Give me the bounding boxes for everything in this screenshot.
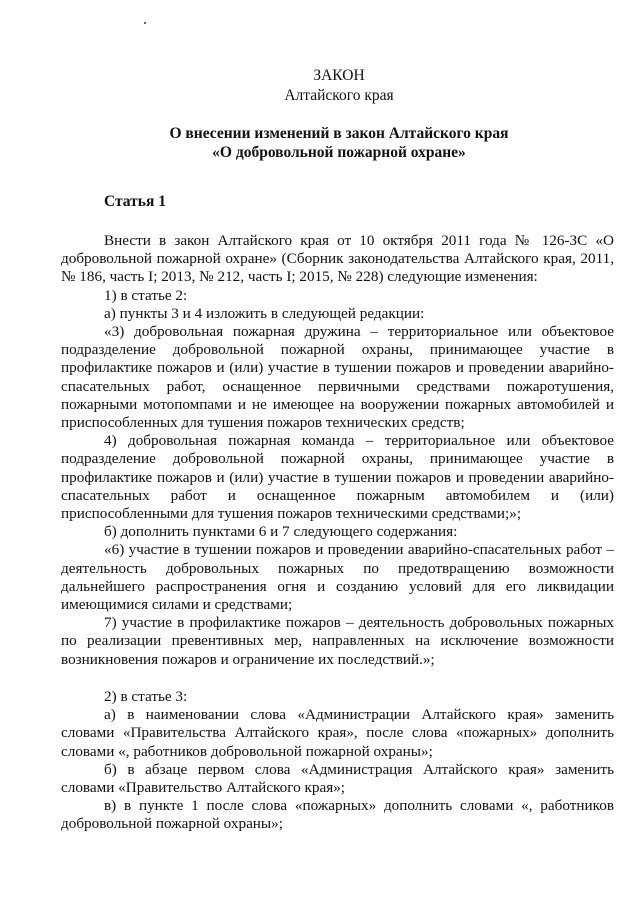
paragraph: «6) участие в тушении пожаров и проведении аварийно-спасательных работ – деятельность добровольных пожарных по предотвращению возможности дальнейшего распространения огня и созданию условий для его ликвидации имеющимися силами и средствами; [61, 541, 614, 614]
paragraph: а) пункты 3 и 4 изложить в следующей редакции: [104, 304, 425, 322]
paragraph: Внести в закон Алтайского края от 10 октября 2011 года № 126-ЗС «О добровольной пожарной охране» (Сборник законодательства Алтайского края, 2011, № 186, часть I; 2013, № 212, часть I; 2015, № 228) следующие изменения: [61, 232, 614, 286]
doc-type-heading: ЗАКОН [313, 67, 365, 84]
paragraph: 4) добровольная пожарная команда – территориальное или объектовое подразделение добровольной пожарной охраны, принимающее участие в профилактике пожаров и (или) участие в тушении пожаров и проведении аварийно-спасательных работ и оснащенное пожарным автомобилем и (или) приспособленными для тушения пожаров техническими средствами;»; [61, 432, 614, 523]
paragraph: б) в абзаце первом слова «Администрация Алтайского края» заменить словами «Правительство Алтайского края»; [61, 760, 614, 797]
article-body-part-1 [61, 232, 614, 669]
paragraph: 2) в статье 3: [104, 688, 188, 705]
scan-speck [144, 22, 146, 24]
doc-region-heading: Алтайского края [284, 87, 394, 104]
paragraph: в) в пункте 1 после слова «пожарных» дополнить словами «, работников добровольной пожарной охраны»; [61, 797, 614, 833]
paragraph: б) дополнить пунктами 6 и 7 следующего содержания: [104, 523, 458, 541]
article-heading: Статья 1 [104, 193, 166, 210]
paragraph: 7) участие в профилактике пожаров – деятельность добровольных пожарных по реализации превентивных мер, направленных на исключение возможности возникновения пожаров и ограничение их последствий.»; [61, 614, 614, 668]
paragraph: 1) в статье 2: [104, 286, 188, 304]
article-body-part-2 [61, 688, 614, 834]
paragraph: «3) добровольная пожарная дружина – территориальное или объектовое подразделение добровольной пожарной охраны, принимающее участие в профилактике пожаров и (или) участие в тушении пожаров и проведении аварийно-спасательных работ, оснащенное первичными средствами пожаротушения, пожарными мотопомпами и не имеющее на вооружении пожарных автомобилей и приспособленных для тушения пожаров технических средств; [61, 323, 614, 432]
paragraph: а) в наименовании слова «Администрации Алтайского края» заменить словами «Правительства Алтайского края», после слова «пожарных» дополнить словами «, работников добровольной пожарной охраны»; [61, 706, 614, 760]
doc-title-line-2: «О добровольной пожарной охране» [212, 144, 466, 161]
doc-title-line-1: О внесении изменений в закон Алтайского края [169, 125, 509, 142]
